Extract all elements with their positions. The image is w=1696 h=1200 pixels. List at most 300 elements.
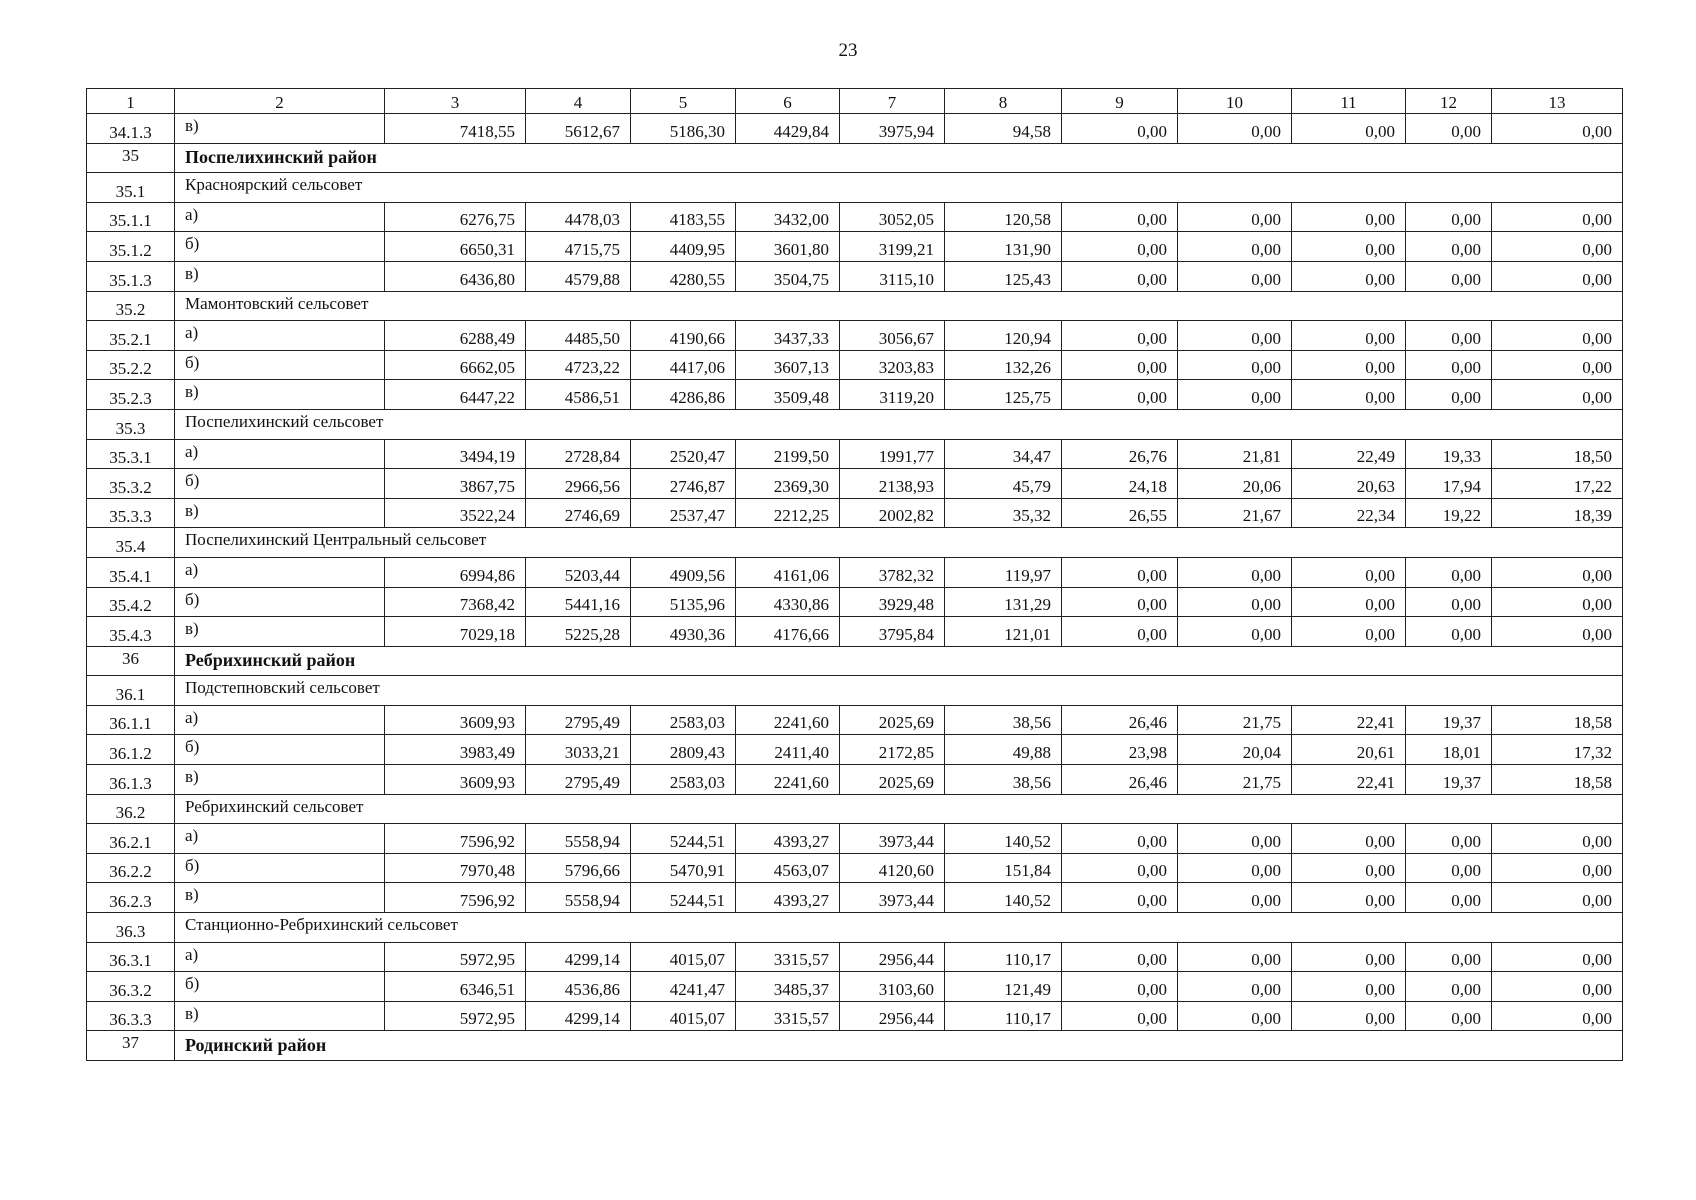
value-cell: 7596,92 <box>385 883 526 913</box>
column-number: 1 <box>87 89 175 114</box>
value-cell: 3609,93 <box>385 765 526 795</box>
value-cell: 4536,86 <box>526 972 631 1002</box>
value-cell: 0,00 <box>1292 380 1406 410</box>
value-cell: 5244,51 <box>631 883 736 913</box>
table-row <box>87 202 1623 232</box>
value-cell: 20,63 <box>1292 469 1406 499</box>
value-cell: 132,26 <box>945 350 1062 380</box>
value-cell: 5612,67 <box>526 114 631 144</box>
value-cell: 3929,48 <box>840 587 945 617</box>
table-row <box>87 114 1623 144</box>
value-cell: 0,00 <box>1178 587 1292 617</box>
row-variant: в) <box>175 883 385 913</box>
value-cell: 3437,33 <box>736 321 840 351</box>
value-cell: 4909,56 <box>631 557 736 587</box>
row-variant: в) <box>175 380 385 410</box>
value-cell: 19,22 <box>1406 498 1492 528</box>
value-cell: 0,00 <box>1406 380 1492 410</box>
value-cell: 21,67 <box>1178 498 1292 528</box>
value-cell: 0,00 <box>1062 261 1178 291</box>
value-cell: 0,00 <box>1062 114 1178 144</box>
value-cell: 1991,77 <box>840 439 945 469</box>
value-cell: 0,00 <box>1292 587 1406 617</box>
table-row <box>87 617 1623 647</box>
value-cell: 0,00 <box>1062 853 1178 883</box>
table-row <box>87 972 1623 1002</box>
district-heading-row <box>87 646 1623 676</box>
value-cell: 0,00 <box>1406 350 1492 380</box>
table-row <box>87 824 1623 854</box>
value-cell: 5558,94 <box>526 883 631 913</box>
table-row <box>87 232 1623 262</box>
value-cell: 0,00 <box>1492 972 1623 1002</box>
council-heading-row <box>87 913 1623 943</box>
row-variant: а) <box>175 202 385 232</box>
value-cell: 0,00 <box>1062 587 1178 617</box>
row-code: 36.3 <box>87 913 175 943</box>
row-variant: а) <box>175 824 385 854</box>
value-cell: 0,00 <box>1178 557 1292 587</box>
value-cell: 3867,75 <box>385 469 526 499</box>
value-cell: 2002,82 <box>840 498 945 528</box>
district-name: Поспелихинский район <box>175 143 1623 173</box>
value-cell: 2369,30 <box>736 469 840 499</box>
row-code: 35.1.2 <box>87 232 175 262</box>
value-cell: 151,84 <box>945 853 1062 883</box>
value-cell: 0,00 <box>1406 114 1492 144</box>
value-cell: 0,00 <box>1292 617 1406 647</box>
value-cell: 5203,44 <box>526 557 631 587</box>
value-cell: 0,00 <box>1292 942 1406 972</box>
row-code: 36.3.3 <box>87 1001 175 1031</box>
value-cell: 5225,28 <box>526 617 631 647</box>
value-cell: 3607,13 <box>736 350 840 380</box>
value-cell: 0,00 <box>1178 853 1292 883</box>
value-cell: 119,97 <box>945 557 1062 587</box>
value-cell: 2172,85 <box>840 735 945 765</box>
row-code: 35.4 <box>87 528 175 558</box>
value-cell: 4286,86 <box>631 380 736 410</box>
value-cell: 0,00 <box>1062 1001 1178 1031</box>
value-cell: 0,00 <box>1406 321 1492 351</box>
table-row <box>87 261 1623 291</box>
value-cell: 0,00 <box>1292 883 1406 913</box>
value-cell: 5558,94 <box>526 824 631 854</box>
council-heading-row <box>87 676 1623 706</box>
value-cell: 0,00 <box>1178 824 1292 854</box>
row-code: 36.2.2 <box>87 853 175 883</box>
value-cell: 4478,03 <box>526 202 631 232</box>
value-cell: 0,00 <box>1492 202 1623 232</box>
value-cell: 3315,57 <box>736 1001 840 1031</box>
table-row <box>87 705 1623 735</box>
value-cell: 140,52 <box>945 883 1062 913</box>
row-variant: в) <box>175 765 385 795</box>
table-row <box>87 587 1623 617</box>
district-heading-row <box>87 1031 1623 1061</box>
row-variant: а) <box>175 557 385 587</box>
row-code: 36.1.3 <box>87 765 175 795</box>
value-cell: 4120,60 <box>840 853 945 883</box>
row-variant: в) <box>175 114 385 144</box>
value-cell: 7418,55 <box>385 114 526 144</box>
value-cell: 0,00 <box>1492 853 1623 883</box>
value-cell: 0,00 <box>1406 942 1492 972</box>
council-name: Мамонтовский сельсовет <box>175 291 1623 321</box>
column-number: 9 <box>1062 89 1178 114</box>
value-cell: 0,00 <box>1492 261 1623 291</box>
value-cell: 17,32 <box>1492 735 1623 765</box>
value-cell: 121,49 <box>945 972 1062 1002</box>
value-cell: 120,58 <box>945 202 1062 232</box>
district-heading-row <box>87 143 1623 173</box>
value-cell: 4183,55 <box>631 202 736 232</box>
value-cell: 2537,47 <box>631 498 736 528</box>
value-cell: 23,98 <box>1062 735 1178 765</box>
value-cell: 0,00 <box>1406 1001 1492 1031</box>
value-cell: 2746,69 <box>526 498 631 528</box>
value-cell: 17,94 <box>1406 469 1492 499</box>
value-cell: 4417,06 <box>631 350 736 380</box>
value-cell: 22,34 <box>1292 498 1406 528</box>
table-row <box>87 735 1623 765</box>
value-cell: 3509,48 <box>736 380 840 410</box>
value-cell: 0,00 <box>1292 350 1406 380</box>
row-variant: в) <box>175 498 385 528</box>
value-cell: 18,50 <box>1492 439 1623 469</box>
column-number: 12 <box>1406 89 1492 114</box>
row-variant: в) <box>175 261 385 291</box>
value-cell: 19,37 <box>1406 705 1492 735</box>
value-cell: 5186,30 <box>631 114 736 144</box>
value-cell: 26,46 <box>1062 765 1178 795</box>
value-cell: 0,00 <box>1492 883 1623 913</box>
value-cell: 45,79 <box>945 469 1062 499</box>
column-number: 10 <box>1178 89 1292 114</box>
row-code: 36.2.3 <box>87 883 175 913</box>
value-cell: 0,00 <box>1406 202 1492 232</box>
value-cell: 0,00 <box>1062 617 1178 647</box>
value-cell: 3522,24 <box>385 498 526 528</box>
district-name: Родинский район <box>175 1031 1623 1061</box>
value-cell: 21,81 <box>1178 439 1292 469</box>
row-code: 36.1.1 <box>87 705 175 735</box>
value-cell: 17,22 <box>1492 469 1623 499</box>
row-variant: б) <box>175 972 385 1002</box>
column-number: 2 <box>175 89 385 114</box>
value-cell: 4563,07 <box>736 853 840 883</box>
value-cell: 2966,56 <box>526 469 631 499</box>
value-cell: 5972,95 <box>385 942 526 972</box>
value-cell: 0,00 <box>1292 824 1406 854</box>
value-cell: 38,56 <box>945 765 1062 795</box>
value-cell: 3432,00 <box>736 202 840 232</box>
row-code: 36.2 <box>87 794 175 824</box>
value-cell: 0,00 <box>1492 114 1623 144</box>
value-cell: 0,00 <box>1292 114 1406 144</box>
value-cell: 20,61 <box>1292 735 1406 765</box>
value-cell: 2025,69 <box>840 765 945 795</box>
value-cell: 0,00 <box>1062 883 1178 913</box>
column-number: 4 <box>526 89 631 114</box>
value-cell: 4299,14 <box>526 942 631 972</box>
column-number: 7 <box>840 89 945 114</box>
value-cell: 0,00 <box>1492 824 1623 854</box>
council-name: Подстепновский сельсовет <box>175 676 1623 706</box>
value-cell: 3504,75 <box>736 261 840 291</box>
value-cell: 140,52 <box>945 824 1062 854</box>
table-row <box>87 557 1623 587</box>
value-cell: 0,00 <box>1406 617 1492 647</box>
table-row <box>87 498 1623 528</box>
council-name: Ребрихинский сельсовет <box>175 794 1623 824</box>
value-cell: 125,75 <box>945 380 1062 410</box>
value-cell: 2241,60 <box>736 765 840 795</box>
table-row <box>87 883 1623 913</box>
value-cell: 3975,94 <box>840 114 945 144</box>
value-cell: 0,00 <box>1178 972 1292 1002</box>
value-cell: 131,29 <box>945 587 1062 617</box>
value-cell: 0,00 <box>1492 587 1623 617</box>
value-cell: 4723,22 <box>526 350 631 380</box>
row-code: 35 <box>87 143 175 173</box>
row-variant: в) <box>175 617 385 647</box>
value-cell: 2138,93 <box>840 469 945 499</box>
row-code: 35.1.1 <box>87 202 175 232</box>
value-cell: 0,00 <box>1406 557 1492 587</box>
value-cell: 131,90 <box>945 232 1062 262</box>
value-cell: 4930,36 <box>631 617 736 647</box>
value-cell: 0,00 <box>1062 232 1178 262</box>
row-code: 37 <box>87 1031 175 1061</box>
council-heading-row <box>87 291 1623 321</box>
value-cell: 2956,44 <box>840 942 945 972</box>
value-cell: 7970,48 <box>385 853 526 883</box>
value-cell: 0,00 <box>1292 202 1406 232</box>
value-cell: 21,75 <box>1178 765 1292 795</box>
table-row <box>87 439 1623 469</box>
value-cell: 4280,55 <box>631 261 736 291</box>
value-cell: 0,00 <box>1062 942 1178 972</box>
value-cell: 6288,49 <box>385 321 526 351</box>
row-code: 34.1.3 <box>87 114 175 144</box>
value-cell: 0,00 <box>1178 1001 1292 1031</box>
value-cell: 21,75 <box>1178 705 1292 735</box>
council-name: Поспелихинский сельсовет <box>175 409 1623 439</box>
value-cell: 4579,88 <box>526 261 631 291</box>
value-cell: 0,00 <box>1178 202 1292 232</box>
value-cell: 0,00 <box>1292 972 1406 1002</box>
column-number: 13 <box>1492 89 1623 114</box>
value-cell: 4241,47 <box>631 972 736 1002</box>
value-cell: 0,00 <box>1178 350 1292 380</box>
value-cell: 0,00 <box>1492 557 1623 587</box>
value-cell: 3052,05 <box>840 202 945 232</box>
value-cell: 18,01 <box>1406 735 1492 765</box>
row-code: 35.2.1 <box>87 321 175 351</box>
row-code: 35.2 <box>87 291 175 321</box>
value-cell: 2212,25 <box>736 498 840 528</box>
value-cell: 2241,60 <box>736 705 840 735</box>
value-cell: 6276,75 <box>385 202 526 232</box>
value-cell: 26,55 <box>1062 498 1178 528</box>
council-heading-row <box>87 409 1623 439</box>
value-cell: 38,56 <box>945 705 1062 735</box>
council-heading-row <box>87 173 1623 203</box>
value-cell: 18,39 <box>1492 498 1623 528</box>
table-row <box>87 380 1623 410</box>
table-row <box>87 469 1623 499</box>
value-cell: 19,37 <box>1406 765 1492 795</box>
value-cell: 2795,49 <box>526 705 631 735</box>
row-variant: а) <box>175 705 385 735</box>
value-cell: 0,00 <box>1406 261 1492 291</box>
row-variant: б) <box>175 587 385 617</box>
value-cell: 3115,10 <box>840 261 945 291</box>
value-cell: 24,18 <box>1062 469 1178 499</box>
value-cell: 6650,31 <box>385 232 526 262</box>
value-cell: 0,00 <box>1178 114 1292 144</box>
value-cell: 3315,57 <box>736 942 840 972</box>
value-cell: 20,06 <box>1178 469 1292 499</box>
row-code: 35.1 <box>87 173 175 203</box>
row-code: 36.3.2 <box>87 972 175 1002</box>
value-cell: 19,33 <box>1406 439 1492 469</box>
value-cell: 0,00 <box>1406 232 1492 262</box>
row-variant: б) <box>175 232 385 262</box>
row-variant: а) <box>175 321 385 351</box>
row-variant: б) <box>175 469 385 499</box>
row-variant: а) <box>175 942 385 972</box>
value-cell: 5135,96 <box>631 587 736 617</box>
value-cell: 5244,51 <box>631 824 736 854</box>
value-cell: 3119,20 <box>840 380 945 410</box>
page-number: 23 <box>838 40 858 61</box>
value-cell: 0,00 <box>1178 883 1292 913</box>
value-cell: 0,00 <box>1178 942 1292 972</box>
council-name: Красноярский сельсовет <box>175 173 1623 203</box>
table-row <box>87 765 1623 795</box>
value-cell: 4330,86 <box>736 587 840 617</box>
value-cell: 2520,47 <box>631 439 736 469</box>
value-cell: 2809,43 <box>631 735 736 765</box>
value-cell: 4161,06 <box>736 557 840 587</box>
row-code: 36.1 <box>87 676 175 706</box>
value-cell: 0,00 <box>1178 617 1292 647</box>
value-cell: 4190,66 <box>631 321 736 351</box>
column-number: 5 <box>631 89 736 114</box>
column-number: 8 <box>945 89 1062 114</box>
value-cell: 6662,05 <box>385 350 526 380</box>
value-cell: 2583,03 <box>631 705 736 735</box>
value-cell: 4299,14 <box>526 1001 631 1031</box>
value-cell: 0,00 <box>1178 380 1292 410</box>
council-heading-row <box>87 794 1623 824</box>
value-cell: 0,00 <box>1292 261 1406 291</box>
value-cell: 7029,18 <box>385 617 526 647</box>
column-number-header <box>87 89 1623 114</box>
value-cell: 26,76 <box>1062 439 1178 469</box>
row-code: 36 <box>87 646 175 676</box>
table-row <box>87 942 1623 972</box>
value-cell: 0,00 <box>1062 557 1178 587</box>
value-cell: 22,41 <box>1292 705 1406 735</box>
value-cell: 0,00 <box>1492 942 1623 972</box>
row-code: 35.4.2 <box>87 587 175 617</box>
value-cell: 3103,60 <box>840 972 945 1002</box>
value-cell: 6346,51 <box>385 972 526 1002</box>
value-cell: 4715,75 <box>526 232 631 262</box>
council-name: Станционно-Ребрихинский сельсовет <box>175 913 1623 943</box>
value-cell: 110,17 <box>945 942 1062 972</box>
value-cell: 3199,21 <box>840 232 945 262</box>
value-cell: 4015,07 <box>631 1001 736 1031</box>
table-row <box>87 1001 1623 1031</box>
table-row <box>87 321 1623 351</box>
value-cell: 0,00 <box>1292 853 1406 883</box>
row-code: 36.3.1 <box>87 942 175 972</box>
value-cell: 20,04 <box>1178 735 1292 765</box>
value-cell: 0,00 <box>1406 883 1492 913</box>
row-code: 35.4.3 <box>87 617 175 647</box>
value-cell: 4586,51 <box>526 380 631 410</box>
row-code: 35.2.2 <box>87 350 175 380</box>
value-cell: 3973,44 <box>840 883 945 913</box>
value-cell: 3203,83 <box>840 350 945 380</box>
row-variant: а) <box>175 439 385 469</box>
row-code: 35.2.3 <box>87 380 175 410</box>
value-cell: 0,00 <box>1406 972 1492 1002</box>
value-cell: 4393,27 <box>736 824 840 854</box>
row-variant: б) <box>175 735 385 765</box>
value-cell: 3973,44 <box>840 824 945 854</box>
value-cell: 5441,16 <box>526 587 631 617</box>
value-cell: 110,17 <box>945 1001 1062 1031</box>
value-cell: 6447,22 <box>385 380 526 410</box>
value-cell: 0,00 <box>1178 261 1292 291</box>
value-cell: 3056,67 <box>840 321 945 351</box>
council-heading-row <box>87 528 1623 558</box>
row-code: 36.2.1 <box>87 824 175 854</box>
value-cell: 2728,84 <box>526 439 631 469</box>
value-cell: 0,00 <box>1062 380 1178 410</box>
column-number: 3 <box>385 89 526 114</box>
row-code: 35.1.3 <box>87 261 175 291</box>
value-cell: 121,01 <box>945 617 1062 647</box>
value-cell: 0,00 <box>1062 972 1178 1002</box>
table-row <box>87 350 1623 380</box>
value-cell: 5796,66 <box>526 853 631 883</box>
value-cell: 0,00 <box>1492 1001 1623 1031</box>
value-cell: 3782,32 <box>840 557 945 587</box>
district-name: Ребрихинский район <box>175 646 1623 676</box>
value-cell: 3609,93 <box>385 705 526 735</box>
row-code: 35.3 <box>87 409 175 439</box>
value-cell: 26,46 <box>1062 705 1178 735</box>
table-body <box>87 89 1623 1061</box>
value-cell: 22,49 <box>1292 439 1406 469</box>
value-cell: 6436,80 <box>385 261 526 291</box>
value-cell: 0,00 <box>1406 824 1492 854</box>
value-cell: 3795,84 <box>840 617 945 647</box>
value-cell: 0,00 <box>1062 350 1178 380</box>
column-number: 6 <box>736 89 840 114</box>
row-code: 35.4.1 <box>87 557 175 587</box>
row-code: 35.3.3 <box>87 498 175 528</box>
column-number: 11 <box>1292 89 1406 114</box>
row-code: 36.1.2 <box>87 735 175 765</box>
value-cell: 5972,95 <box>385 1001 526 1031</box>
